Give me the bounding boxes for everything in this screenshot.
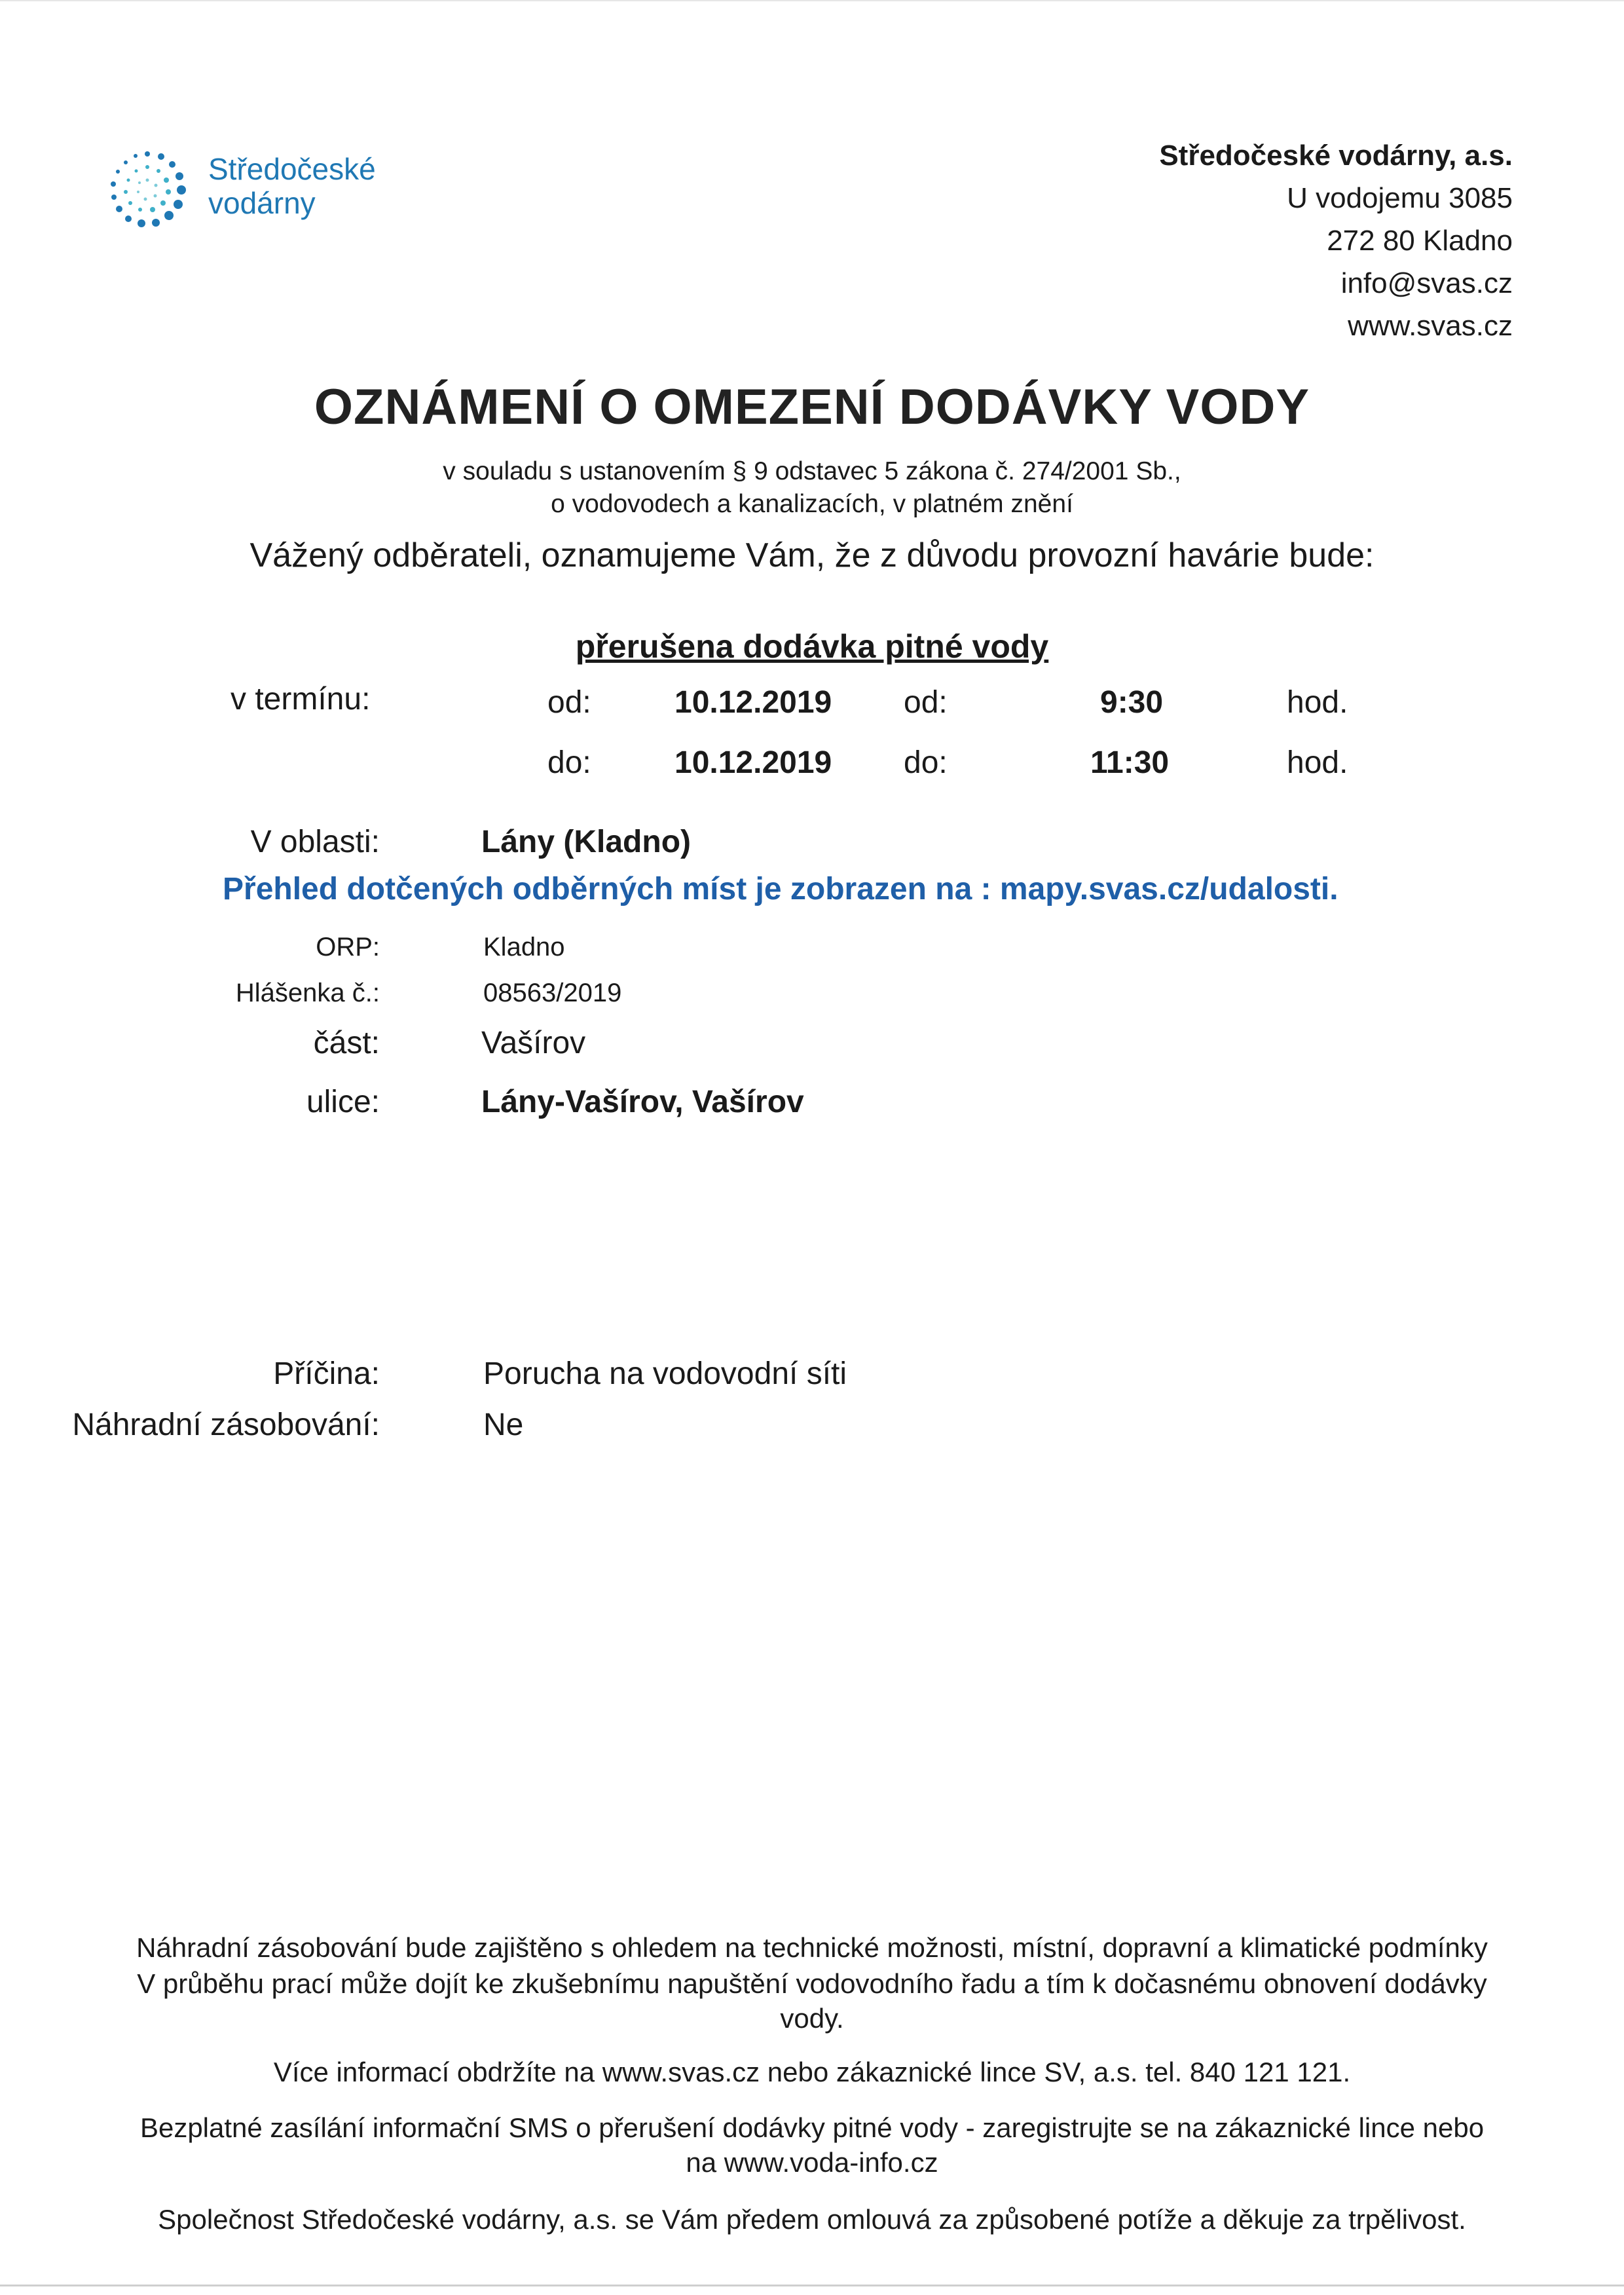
schedule-to-time-label: do: — [904, 745, 948, 780]
schedule-from-unit: hod. — [1287, 685, 1348, 720]
area-value: Lány (Kladno) — [481, 825, 691, 859]
part-value: Vašírov — [481, 1026, 586, 1060]
affected-places-link-line[interactable]: Přehled dotčených odběrných míst je zobrazen na : mapy.svas.cz/udalosti. — [223, 872, 1338, 906]
intro-text: Vážený odběrateli, oznamujeme Vám, že z důvodu provozní havárie bude: — [249, 536, 1375, 574]
company-street: U vodojemu 3085 — [1287, 182, 1513, 214]
company-web: www.svas.cz — [1348, 310, 1513, 342]
cause-label: Příčina: — [273, 1356, 380, 1391]
outage-headline: přerušena dodávka pitné vody — [575, 628, 1049, 665]
page-bottom-edge — [0, 2285, 1624, 2286]
replacement-supply-label: Náhradní zásobování: — [72, 1408, 380, 1442]
part-label: část: — [313, 1026, 380, 1060]
footer-line-1: Náhradní zásobování bude zajištěno s ohledem na technické možnosti, místní, dopravní a klimatické podmínky — [136, 1932, 1488, 1963]
schedule-to-unit: hod. — [1287, 745, 1348, 780]
schedule-from-time-label: od: — [904, 685, 948, 720]
schedule-label: v termínu: — [231, 682, 371, 717]
dotted-ring-logo-icon — [98, 141, 196, 239]
legal-reference-line-1: v souladu s ustanovením § 9 odstavec 5 zákona č. 274/2001 Sb., — [443, 457, 1181, 485]
footer-sms-line-1: Bezplatné zasílání informační SMS o přerušení dodávky pitné vody - zaregistrujte se na zákaznické lince nebo — [139, 2112, 1485, 2143]
legal-reference-line-2: o vodovodech a kanalizacích, v platném znění — [551, 490, 1073, 518]
document-title: OZNÁMENÍ O OMEZENÍ DODÁVKY VODY — [314, 379, 1310, 435]
logo-wordmark — [208, 152, 376, 220]
orp-label: ORP: — [316, 933, 380, 961]
schedule-to-date: 10.12.2019 — [674, 745, 832, 780]
company-address — [1054, 134, 1513, 347]
street-label: ulice: — [306, 1085, 380, 1119]
footer-line-2: V průběhu prací může dojít ke zkušebnímu napuštění vodovodního řadu a tím k dočasnému obnovení dodávky — [137, 1968, 1487, 1999]
company-name: Středočeské vodárny, a.s. — [1159, 140, 1513, 172]
schedule-from-date-label: od: — [547, 685, 591, 720]
logo-line-2: vodárny — [208, 186, 316, 220]
orp-value: Kladno — [483, 933, 565, 961]
footer-sms-line-2: na www.voda-info.cz — [686, 2147, 938, 2178]
page-top-edge — [0, 0, 1624, 1]
logo-line-1: Středočeské — [208, 152, 376, 186]
replacement-supply-value: Ne — [483, 1408, 524, 1442]
area-label: V oblasti: — [250, 825, 380, 859]
hlasenka-value: 08563/2019 — [483, 979, 622, 1007]
footer-line-3: vody. — [780, 2003, 844, 2034]
footer-contact-line: Více informací obdržíte na www.svas.cz nebo zákaznické lince SV, a.s. tel. 840 121 121. — [273, 2057, 1351, 2087]
company-email: info@svas.cz — [1340, 267, 1513, 299]
street-value: Lány-Vašírov, Vašírov — [481, 1085, 804, 1119]
schedule-to-time: 11:30 — [1090, 745, 1170, 780]
schedule-from-date: 10.12.2019 — [674, 685, 832, 720]
footer-apology-line: Společnost Středočeské vodárny, a.s. se Vám předem omlouvá za způsobené potíže a děkuje za trpělivost. — [158, 2204, 1466, 2235]
hlasenka-label: Hlášenka č.: — [235, 979, 380, 1007]
cause-value: Porucha na vodovodní síti — [483, 1356, 847, 1391]
company-city: 272 80 Kladno — [1327, 225, 1513, 257]
schedule-to-date-label: do: — [547, 745, 591, 780]
schedule-from-time: 9:30 — [1100, 685, 1164, 720]
